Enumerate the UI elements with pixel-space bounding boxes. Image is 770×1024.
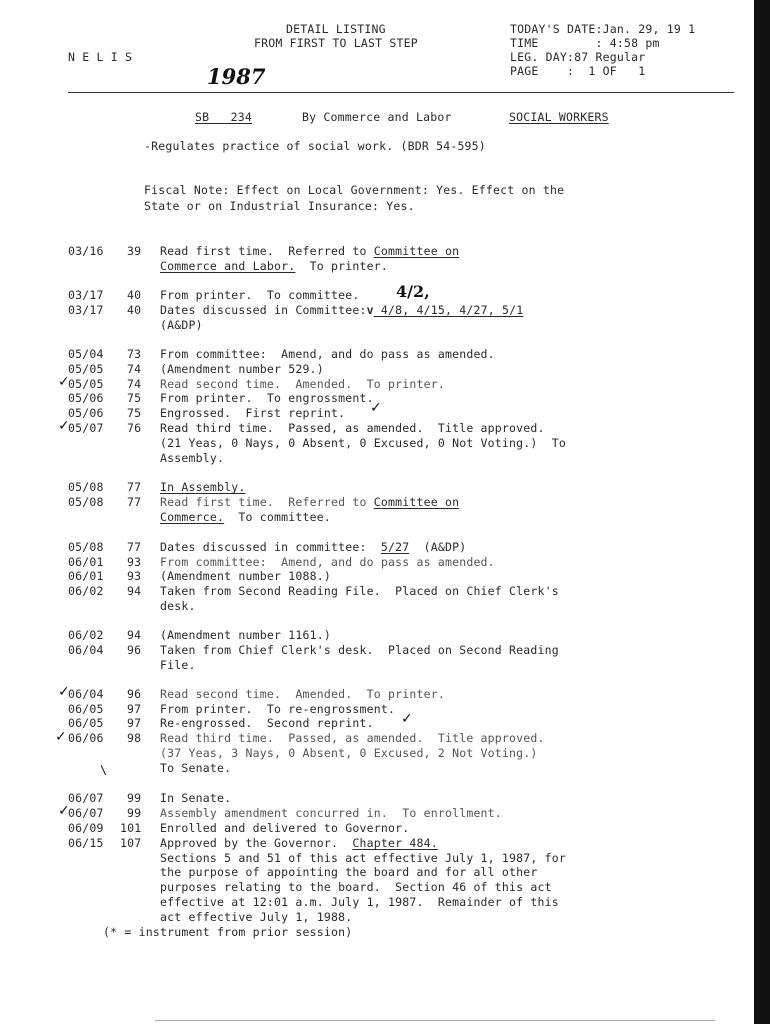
entry-date: 06/04 — [68, 687, 104, 701]
entry-text: Read third time. Passed, as amended. Title approved. — [160, 421, 545, 435]
entry-day: 73 — [127, 347, 142, 361]
entry-text-cont: (A&DP) — [160, 318, 203, 332]
entry-text: Re-engrossed. Second reprint. — [160, 716, 374, 730]
entry-text: Approved by the Governor. Chapter 484. — [160, 836, 438, 850]
entry-day: 93 — [127, 555, 142, 569]
entry-text-cont: act effective July 1, 1988. — [160, 910, 353, 924]
entry-date: 06/07 — [68, 791, 104, 805]
entry-text: Dates discussed in committee: 5/27 (A&DP) — [160, 540, 467, 554]
entry-day: 101 — [120, 821, 142, 835]
leg-day: LEG. DAY:87 Regular — [510, 50, 646, 64]
entry-text: Enrolled and delivered to Governor. — [160, 821, 410, 835]
bill-summary: -Regulates practice of social work. (BDR 54-595) — [144, 139, 486, 153]
entry-text: From printer. To re-engrossment. — [160, 702, 396, 716]
handwritten-date: 4/2, — [396, 282, 430, 301]
entry-text: Read first time. Referred to Committee on — [160, 244, 460, 258]
entry-text-cont: Sections 5 and 51 of this act effective July 1, 1987, for — [160, 851, 567, 865]
check-mark: ✓ — [58, 684, 70, 700]
entry-day: 77 — [127, 480, 142, 494]
entry-text-cont: effective at 12:01 a.m. July 1, 1987. Remainder of this — [160, 895, 559, 909]
entry-text-cont: Commerce. To committee. — [160, 510, 331, 524]
entry-day: 76 — [127, 421, 142, 435]
check-mark: ✓ — [401, 711, 413, 727]
page-number: PAGE : 1 OF 1 — [510, 64, 646, 78]
entry-text: Dates discussed in Committee:v 4/8, 4/15, 4/27, 5/1 — [160, 303, 524, 317]
entry-day: 74 — [127, 362, 142, 376]
entry-text: From committee: Amend, and do pass as amended. — [160, 347, 495, 361]
entry-date: 03/17 — [68, 303, 104, 317]
fiscal-note-line2: State or on Industrial Insurance: Yes. — [144, 199, 415, 213]
entry-date: 05/05 — [68, 362, 104, 376]
entry-day: 99 — [127, 806, 142, 820]
entry-text-cont: File. — [160, 658, 196, 672]
entry-day: 99 — [127, 791, 142, 805]
check-mark: ✓ — [58, 374, 70, 390]
entry-day: 75 — [127, 391, 142, 405]
fiscal-note-line1: Fiscal Note: Effect on Local Government: Yes. Effect on the — [144, 183, 565, 197]
entry-text: (Amendment number 1161.) — [160, 628, 331, 642]
bottom-edge-line — [155, 1020, 715, 1021]
entry-text: Read first time. Referred to Committee on — [160, 495, 460, 509]
handwritten-year: 1987 — [207, 64, 266, 89]
entry-day: 77 — [127, 540, 142, 554]
entry-date: 03/17 — [68, 288, 104, 302]
report-title-line2: FROM FIRST TO LAST STEP — [254, 36, 418, 50]
bill-subject: SOCIAL WORKERS — [509, 110, 609, 124]
entry-date: 06/01 — [68, 569, 104, 583]
entry-date: 06/01 — [68, 555, 104, 569]
entry-day: 96 — [127, 687, 142, 701]
entry-text: Taken from Second Reading File. Placed on Chief Clerk's — [160, 584, 559, 598]
entry-text-cont: the purpose of appointing the board and for all other — [160, 865, 538, 879]
entry-text: Read second time. Amended. To printer. — [160, 377, 445, 391]
entry-date: 06/02 — [68, 584, 104, 598]
entry-day: 107 — [120, 836, 142, 850]
margin-tick-mark: \ — [100, 763, 108, 777]
header-divider — [68, 92, 734, 93]
org-name: N E L I S — [68, 50, 133, 64]
entry-text: From printer. To committee. — [160, 288, 360, 302]
entry-date: 06/04 — [68, 643, 104, 657]
entry-text-cont: purposes relating to the board. Section 46 of this act — [160, 880, 552, 894]
time: TIME : 4:58 pm — [510, 36, 660, 50]
check-mark: ✓ — [370, 400, 382, 416]
entry-day: 96 — [127, 643, 142, 657]
entry-date: 06/02 — [68, 628, 104, 642]
entry-date: 06/15 — [68, 836, 104, 850]
entry-text: In Senate. — [160, 791, 232, 805]
entry-text: Read second time. Amended. To printer. — [160, 687, 445, 701]
entry-text: (Amendment number 1088.) — [160, 569, 331, 583]
entry-text-cont: Commerce and Labor. To printer. — [160, 259, 388, 273]
entry-day: 94 — [127, 628, 142, 642]
todays-date: TODAY'S DATE:Jan. 29, 19 1 — [510, 22, 696, 36]
entry-date: 06/05 — [68, 702, 104, 716]
entry-day: 77 — [127, 495, 142, 509]
entry-text-cont: To Senate. — [160, 761, 232, 775]
entry-date: 06/05 — [68, 716, 104, 730]
bill-sponsor: By Commerce and Labor — [302, 110, 452, 124]
entry-date: 05/05 — [68, 377, 104, 391]
check-mark: ✓ — [58, 803, 70, 819]
entry-text: Read third time. Passed, as amended. Title approved. — [160, 731, 545, 745]
entry-date: 05/08 — [68, 480, 104, 494]
entry-text-cont: (21 Yeas, 0 Nays, 0 Absent, 0 Excused, 0 Not Voting.) To — [160, 436, 567, 450]
entry-date: 06/06 — [68, 731, 104, 745]
entry-date: 05/07 — [68, 421, 104, 435]
entry-date: 05/06 — [68, 406, 104, 420]
check-mark: ✓ — [58, 418, 70, 434]
entry-day: 97 — [127, 702, 142, 716]
entry-date: 05/06 — [68, 391, 104, 405]
entry-date: 05/04 — [68, 347, 104, 361]
entry-text-cont: Assembly. — [160, 451, 225, 465]
entry-text: Engrossed. First reprint. — [160, 406, 346, 420]
entry-date: 06/09 — [68, 821, 104, 835]
entry-text: From committee: Amend, and do pass as amended. — [160, 555, 495, 569]
entry-text-cont: (37 Yeas, 3 Nays, 0 Absent, 0 Excused, 2 Not Voting.) — [160, 746, 538, 760]
report-title-line1: DETAIL LISTING — [286, 22, 386, 36]
entry-day: 39 — [127, 244, 142, 258]
scan-border — [754, 0, 770, 1024]
entry-text: Taken from Chief Clerk's desk. Placed on Second Reading — [160, 643, 559, 657]
entry-date: 03/16 — [68, 244, 104, 258]
entry-day: 40 — [127, 303, 142, 317]
entry-text: Assembly amendment concurred in. To enrollment. — [160, 806, 502, 820]
entry-day: 75 — [127, 406, 142, 420]
entry-text: From printer. To engrossment. — [160, 391, 374, 405]
entry-date: 06/07 — [68, 806, 104, 820]
entry-date: 05/08 — [68, 540, 104, 554]
footnote: (* = instrument from prior session) — [103, 925, 353, 939]
entry-day: 97 — [127, 716, 142, 730]
entry-day: 40 — [127, 288, 142, 302]
entry-text: In Assembly. — [160, 480, 246, 494]
entry-text-cont: desk. — [160, 599, 196, 613]
entry-day: 74 — [127, 377, 142, 391]
entry-text: (Amendment number 529.) — [160, 362, 324, 376]
entry-day: 94 — [127, 584, 142, 598]
entry-date: 05/08 — [68, 495, 104, 509]
check-mark: ✓ — [55, 729, 67, 745]
entry-day: 98 — [127, 731, 142, 745]
bill-number: SB 234 — [195, 110, 252, 124]
entry-day: 93 — [127, 569, 142, 583]
